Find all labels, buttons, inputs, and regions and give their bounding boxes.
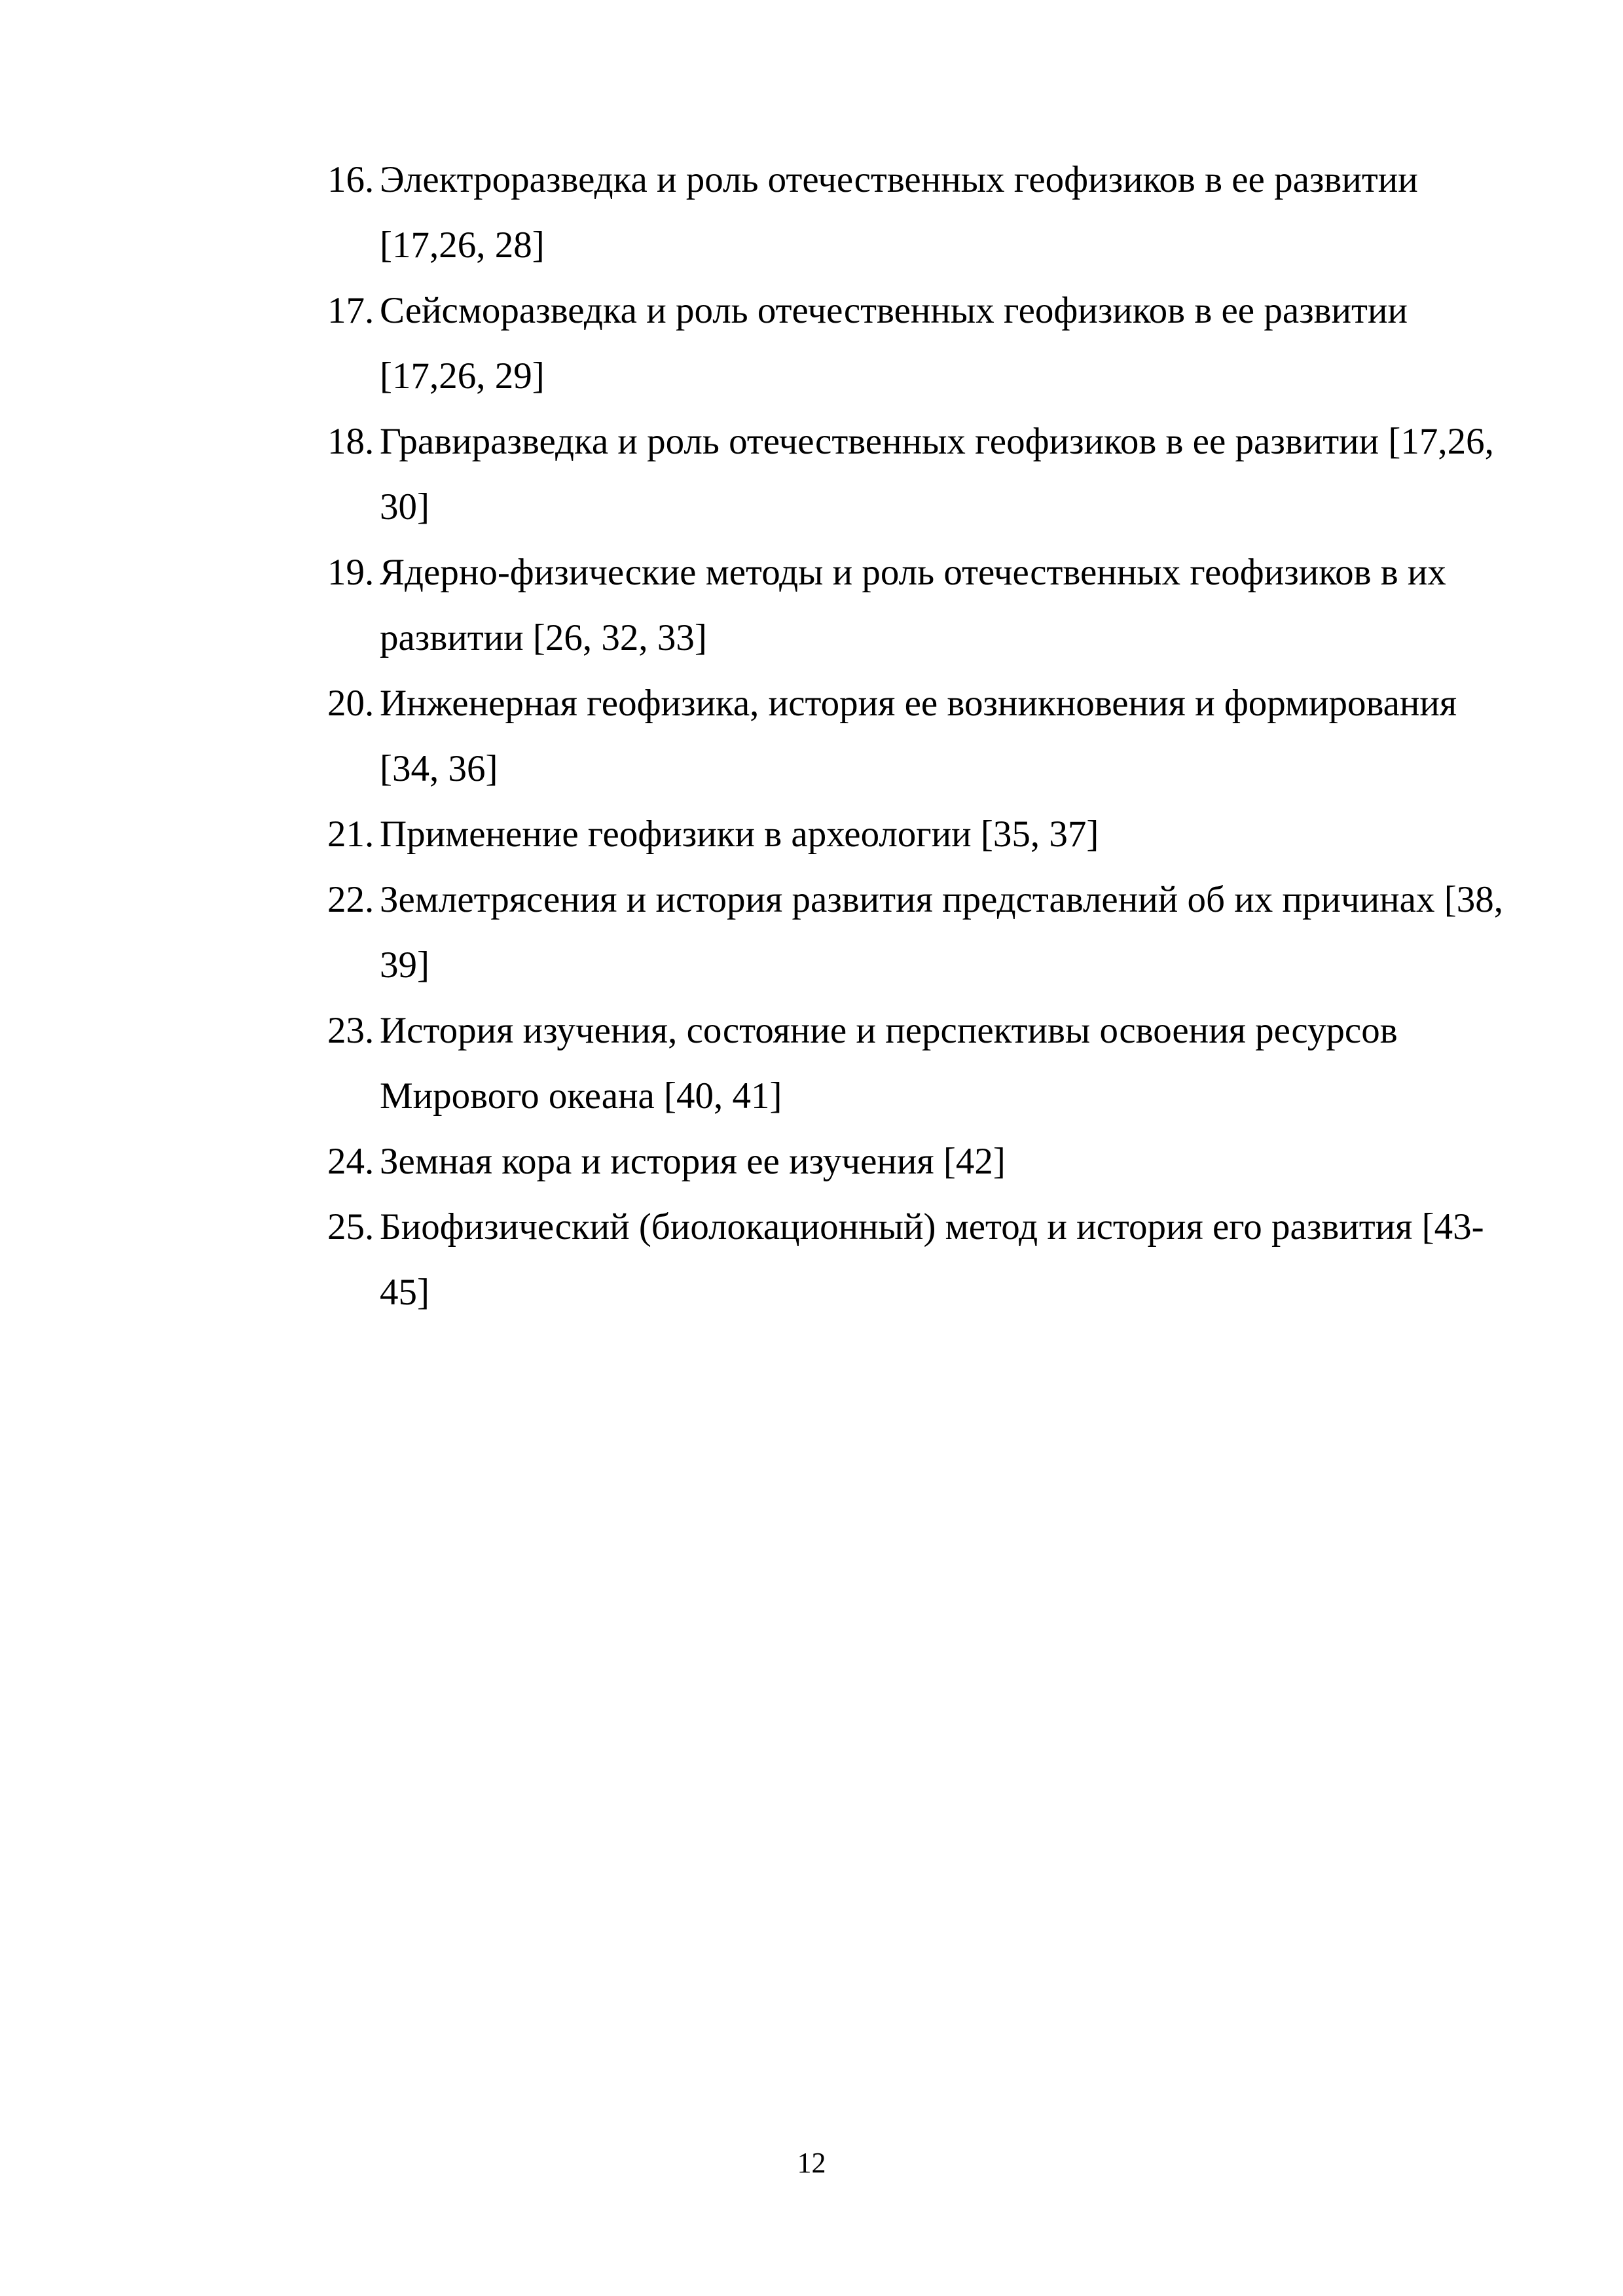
list-item-text: Биофизический (биолокационный) метод и история его развития [43-45] xyxy=(380,1206,1484,1313)
list-item-number: 17. xyxy=(327,290,374,331)
list-item xyxy=(327,147,1519,278)
list-item-text: Электроразведка и роль отечественных геофизиков в ее развитии [17,26, 28] xyxy=(380,159,1418,266)
list-item xyxy=(327,540,1519,671)
list-item-text: Землетрясения и история развития представлений об их причинах [38, 39] xyxy=(380,879,1503,986)
list-item-text: Применение геофизики в археологии [35, 37] xyxy=(380,814,1099,855)
list-item xyxy=(327,278,1519,409)
list-item-number: 16. xyxy=(327,159,374,200)
list-item-text: История изучения, состояние и перспективы освоения ресурсов Мирового океана [40, 41] xyxy=(380,1010,1398,1117)
list-item-number: 25. xyxy=(327,1206,374,1247)
list-item-text: Гравиразведка и роль отечественных геофизиков в ее развитии [17,26, 30] xyxy=(380,421,1494,528)
list-item xyxy=(327,998,1519,1129)
list-item-number: 20. xyxy=(327,683,374,724)
list-item xyxy=(327,409,1519,540)
list-item-number: 19. xyxy=(327,552,374,593)
list-item-text: Ядерно-физические методы и роль отечественных геофизиков в их развитии [26, 32, 33] xyxy=(380,552,1446,658)
list-item-text: Земная кора и история ее изучения [42] xyxy=(380,1141,1006,1182)
list-item-number: 22. xyxy=(327,879,374,920)
list-item-number: 18. xyxy=(327,421,374,462)
list-item-text: Инженерная геофизика, история ее возникновения и формирования [34, 36] xyxy=(380,683,1457,789)
page-number: 12 xyxy=(797,2147,826,2179)
list-item-number: 24. xyxy=(327,1141,374,1182)
topic-list xyxy=(327,147,1519,1325)
list-item xyxy=(327,1129,1519,1194)
list-item xyxy=(327,867,1519,998)
list-item xyxy=(327,671,1519,802)
list-item xyxy=(327,1194,1519,1325)
list-item-number: 21. xyxy=(327,814,374,855)
list-item-text: Сейсморазведка и роль отечественных геофизиков в ее развитии [17,26, 29] xyxy=(380,290,1408,397)
list-item xyxy=(327,802,1519,867)
list-item-number: 23. xyxy=(327,1010,374,1051)
